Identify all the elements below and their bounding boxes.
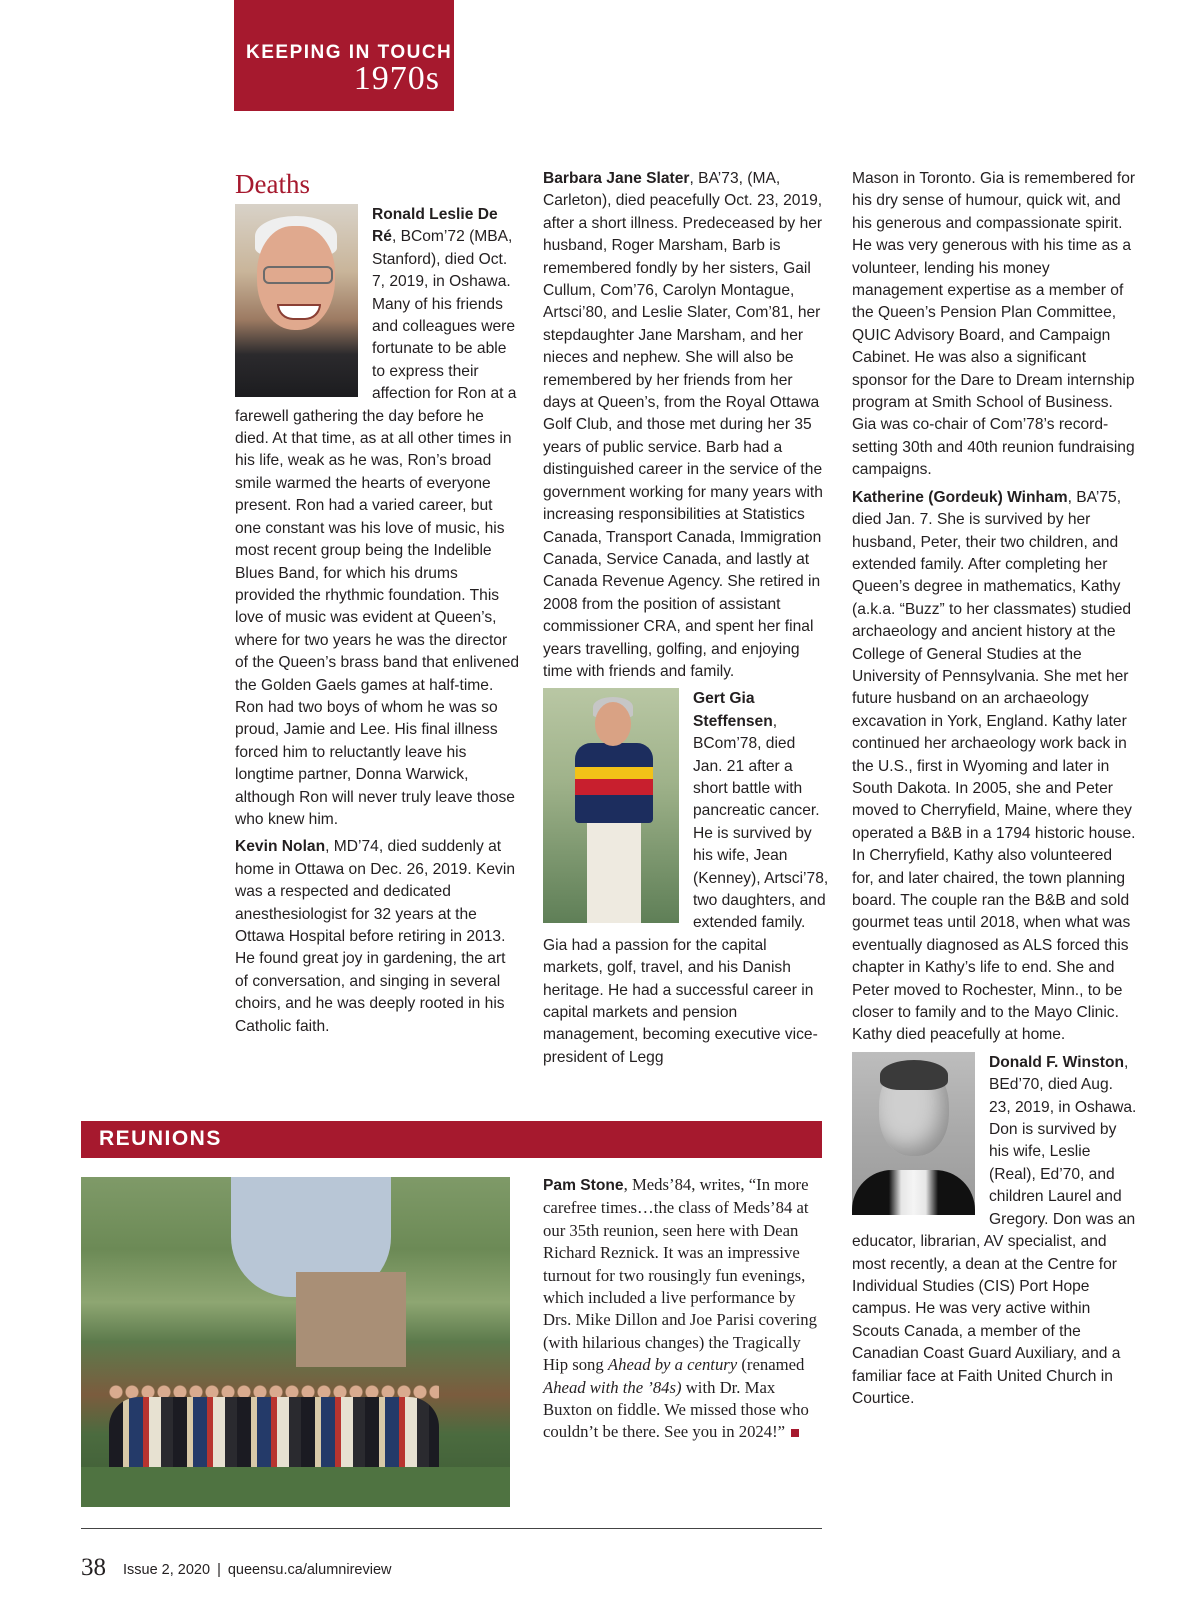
obituary-name: Katherine (Gordeuk) Winham	[852, 488, 1068, 506]
reunion-author: Pam Stone	[543, 1177, 624, 1194]
song-title: Ahead by a century	[607, 1355, 738, 1375]
obituary-name: Barbara Jane Slater	[543, 170, 690, 187]
column-2	[543, 168, 829, 1074]
obituary-text: , BA’75, died Jan. 7. She is survived by her husband, Peter, their two children, and extended family. After completing her Queen’s degree in mathematics, Kathy (a.k.a. “Buzz” to her classmates) studied archaeology and ancient history at the College of General Studies at the University of Pennsylvania. She met her future husband on an archaeology excavation in York, England. Kathy later continued her archaeology work back in the U.S., first in Wyoming and later in South Dakota. In 2005, she and Peter moved to Cherryfield, Maine, where they operated a B&B in a 1794 historic house. In Cherryfield, Kathy also volunteered for, and later chaired, the town planning board. The couple ran the B&B and sold gourmet teas until 2018, when what was eventually diagnosed as ALS forced this chapter in Kathy’s life to end. She and Peter moved to Rochester, Minn., to be closer to family and to the Mayo Clinic. Kathy died peacefully at home.	[852, 488, 1136, 1044]
obituary-gert-continued: Mason in Toronto. Gia is remembered for his dry sense of humour, quick wit, and his generous and compassionate spirit. He was very generous with his time as a volunteer, lending his money management expertise as a member of the Queen’s Pension Plan Committee, QUIC Advisory Board, and Campaign Cabinet. He was also a significant sponsor for the Dare to Dream internship program at Smith School of Business. Gia was co-chair of Com’78’s record-setting 30th and 40th reunion fundraising campaigns.	[852, 170, 1136, 479]
obituary-kevin	[235, 836, 520, 1038]
footer-info	[123, 1562, 391, 1578]
obituary-text: , BCom’78, died Jan. 21 after a short battle with pancreatic cancer. He is survived by his wife, Jean (Kenney), Artsci’78, two daughters, and extended family. Gia had a passion for the capital markets, golf, travel, and his Danish heritage. He had a successful career in capital markets and pension management, becoming executive vice-president of Legg	[543, 712, 829, 1066]
footer-url[interactable]: queensu.ca/alumnireview	[227, 1562, 392, 1578]
obituary-name: Kevin Nolan	[235, 838, 326, 856]
reunions-bar	[81, 1121, 822, 1158]
ronald-de-re-photo	[235, 204, 358, 397]
section-label: KEEPING IN TOUCH	[246, 42, 453, 63]
obituary-katherine	[852, 487, 1137, 1047]
reunions-label: REUNIONS	[99, 1127, 222, 1150]
issue-label: Issue 2, 2020	[123, 1562, 211, 1578]
donald-winston-photo	[852, 1052, 975, 1215]
obituary-text: , BEd’70, died Aug. 23, 2019, in Oshawa. Don is survived by his wife, Leslie (Real), Ed’70, and children Laurel and Gregory. Don was an educator, librarian, AV specialist, and most recently, a dean at the Centre for Individual Studies (CIS) Port Hope campus. He was very active within Scouts Canada, a member of the Canadian Coast Guard Auxiliary, and a familiar face at Faith United Church in Courtice.	[852, 1053, 1137, 1407]
obituary-name: Gert Gia Steffensen	[693, 690, 773, 730]
end-mark-icon	[791, 1429, 799, 1437]
reunion-text-part: (renamed	[737, 1355, 805, 1375]
bottom-rule	[81, 1528, 822, 1529]
page-number: 38	[81, 1554, 106, 1581]
footer-separator: |	[217, 1562, 221, 1578]
gert-steffensen-photo	[543, 688, 679, 923]
column-1	[235, 168, 520, 1043]
obituary-name: Ronald Leslie De Ré	[372, 206, 498, 246]
obituary-barbara	[543, 168, 829, 683]
obituary-text: , BA’73, (MA, Carleton), died peacefully Oct. 23, 2019, after a short illness. Predeceased by her husband, Roger Marsham, Barb is remembered fondly by her sisters, Gail Cullum, Com’76, Carolyn Montague, Artsci’80, and Leslie Slater, Com’81, her stepdaughter Jane Marsham, and her nieces and nephew. She will also be remembered by her friends from her days at Queen’s, from the Royal Ottawa Golf Club, and those met during her 35 years of public service. Barb had a distinguished career in the service of the government working for many years with increasing responsibilities at Statistics Canada, Transport Canada, Immigration Canada, Service Canada, and lastly at Canada Revenue Agency. She retired in 2008 from the position of assistant commissioner CRA, and spent her final years travelling, golfing, and enjoying time with friends and family.	[543, 170, 823, 680]
obituary-text: , BCom’72 (MBA, Stanford), died Oct. 7, 2019, in Oshawa. Many of his friends and colleagues were fortunate to be able to express their affection for Ron at a farewell gathering the day before he died. At that time, as at all other times in his life, weak as he was, Ron’s broad smile warmed the hearts of everyone present. Ron had a varied career, but one constant was his love of music, his most recent group being the Indelible Blues Band, for which his drums provided the rhythmic foundation. This love of music was evident at Queen’s, where for two years he was the director of the Queen’s brass band that enlivened the Golden Gaels games at half-time. Ron had two boys of whom he was so proud, Jamie and Lee. His final illness forced him to reluctantly leave his longtime partner, Donna Warwick, although Ron will never truly leave those who knew him.	[235, 228, 520, 828]
reunion-text	[543, 1174, 823, 1444]
song-title: Ahead with the ’84s)	[543, 1377, 682, 1397]
obituary-name: Donald F. Winston	[989, 1053, 1124, 1071]
reunion-text-part: with Dr. Max Buxton on fiddle. We missed those who couldn’t be there. See you in 2024!”	[543, 1377, 809, 1442]
decade-label: 1970s	[353, 60, 440, 97]
deaths-heading: Deaths	[235, 169, 310, 199]
reunion-text-part: , Meds’84, writes, “In more carefree times…the class of Meds’84 at our 35th reunion, seen here with Dean Richard Reznick. It was an impressive turnout for two rousingly fun evenings, which included a live performance by Drs. Mike Dillon and Joe Parisi covering (with hilarious changes) the Tragically Hip song	[543, 1175, 817, 1375]
reunion-group-photo	[81, 1177, 510, 1507]
column-3	[852, 168, 1137, 1415]
section-tab	[234, 0, 454, 111]
obituary-text: , MD’74, died suddenly at home in Ottawa on Dec. 26, 2019. Kevin was a respected and dedicated anesthesiologist for 32 years at the Ottawa Hospital before retiring in 2013. He found great joy in gardening, the art of conversation, and singing in several choirs, and he was deeply rooted in his Catholic faith.	[235, 838, 515, 1035]
